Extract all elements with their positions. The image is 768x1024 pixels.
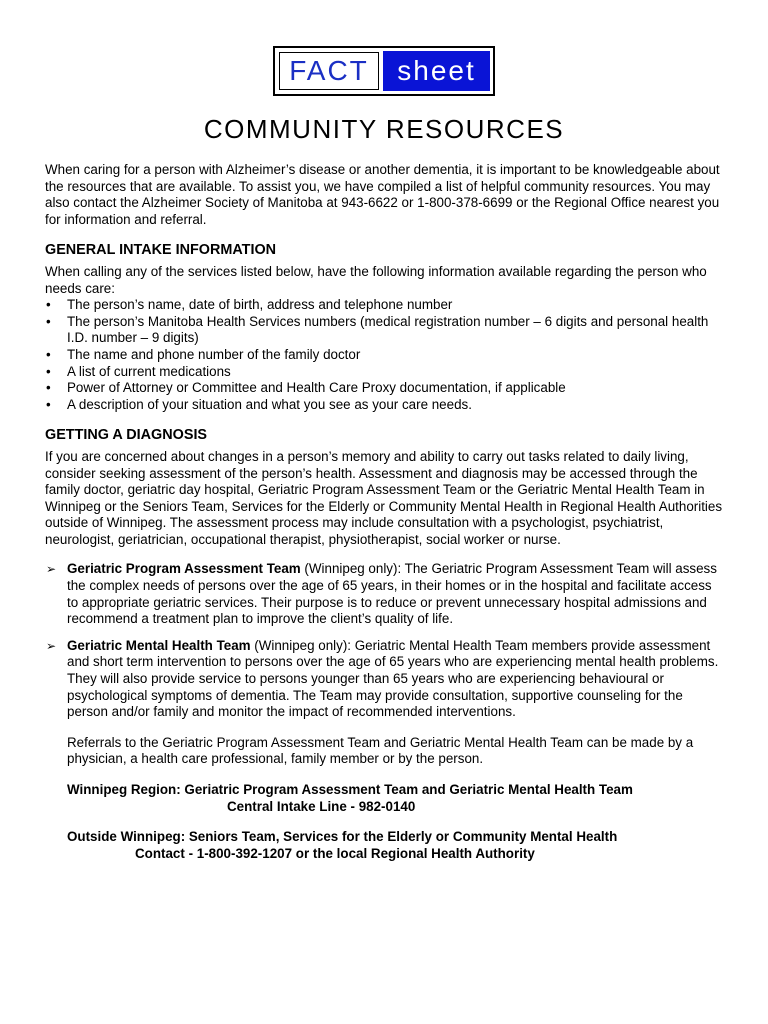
team-description: (Winnipeg only): The Geriatric Program Assessment Team will assess the complex needs of persons over the age of 65 years, in their homes or in the hospital and facilitate access to appropriate geriatric services. Their purpose is to reduce or prevent unnecessary hospital admissions and recommend a treatment plan to improve the client’s quality of life. [67, 561, 717, 627]
arrow-bullet-icon: ➢ [46, 638, 57, 653]
intake-lead: When calling any of the services listed below, have the following information available regarding the person who needs care: [45, 263, 707, 296]
list-item-text: Power of Attorney or Committee and Health Care Proxy documentation, if applicable [67, 380, 566, 396]
team-item-gmht [45, 638, 725, 721]
team-name: Geriatric Program Assessment Team [67, 561, 301, 577]
team-name: Geriatric Mental Health Team [67, 637, 251, 653]
list-item [45, 314, 725, 347]
list-item-text: The person’s name, date of birth, address and telephone number [67, 297, 453, 313]
list-item [45, 347, 725, 364]
bullet-icon: • [46, 313, 51, 329]
central-intake-line: Central Intake Line - 982-0140 [227, 798, 416, 814]
list-item-text: The person’s Manitoba Health Services numbers (medical registration number – 6 digits and personal health I.D. number – 9 digits) [67, 313, 709, 346]
logo-fact-text: FACT [275, 48, 383, 94]
list-item [45, 364, 725, 381]
bullet-icon: • [46, 346, 51, 362]
document-body [45, 162, 725, 862]
diagnosis-lead: If you are concerned about changes in a person’s memory and ability to carry out tasks related to daily living, consider seeking assessment of the person’s health. Assessment and diagnosis may be accessed through the family doctor, geriatric day hospital, Geriatric Program Assessment Team or the Geriatric Mental Health Team in Winnipeg or the Seniors Team, Services for the Elderly or Community Mental Health in Regional Health Authorities outside of Winnipeg. The assessment process may include consultation with a psychologist, psychiatrist, neurologist, geriatrician, occupational therapist, physiotherapist, social worker or nurse. [45, 448, 723, 547]
list-item [45, 397, 725, 414]
winnipeg-region-line: Winnipeg Region: Geriatric Program Assessment Team and Geriatric Mental Health Team [67, 782, 633, 797]
referrals-paragraph: Referrals to the Geriatric Program Assessment Team and Geriatric Mental Health Team can be made by a physician, a health care professional, family member or by the person. [67, 734, 694, 767]
list-item-text: A list of current medications [67, 363, 231, 379]
arrow-bullet-icon: ➢ [46, 562, 57, 577]
intro-paragraph: When caring for a person with Alzheimer’s disease or another dementia, it is important to be knowledgeable about the resources that are available. To assist you, we have compiled a list of helpful community resources. You may also contact the Alzheimer Society of Manitoba at 943-6622 or 1-800-378-6699 or the Regional Office nearest you for information and referral. [45, 162, 720, 227]
team-item-gpat [45, 561, 725, 627]
outside-winnipeg-line: Outside Winnipeg: Seniors Team, Services for the Elderly or Community Mental Health [67, 829, 618, 845]
team-description: (Winnipeg only): Geriatric Mental Health Team members provide assessment and short term intervention to persons over the age of 65 years who are experiencing mental health problems. They will also provide service to persons younger than 65 years who are experiencing behavioural or psychological symptoms of dementia. The Team may provide consultation, supportive counseling for the person and/or family and monitor the impact of recommended interventions. [67, 637, 719, 720]
bullet-icon: • [46, 363, 51, 379]
bullet-icon: • [46, 396, 51, 412]
intake-list [45, 297, 725, 413]
intake-heading: GENERAL INTAKE INFORMATION [45, 242, 277, 259]
list-item [45, 380, 725, 397]
diagnosis-heading: GETTING A DIAGNOSIS [45, 427, 208, 444]
logo-sheet-text: sheet [383, 51, 490, 91]
fact-sheet-logo [273, 46, 495, 96]
list-item-text: The name and phone number of the family doctor [67, 346, 361, 362]
bullet-icon: • [46, 380, 51, 396]
bullet-icon: • [46, 297, 51, 313]
contact-line: Contact - 1-800-392-1207 or the local Regional Health Authority [135, 845, 535, 861]
list-item-text: A description of your situation and what you see as your care needs. [67, 396, 472, 412]
page-title: COMMUNITY RESOURCES [203, 114, 565, 144]
list-item [45, 297, 725, 314]
